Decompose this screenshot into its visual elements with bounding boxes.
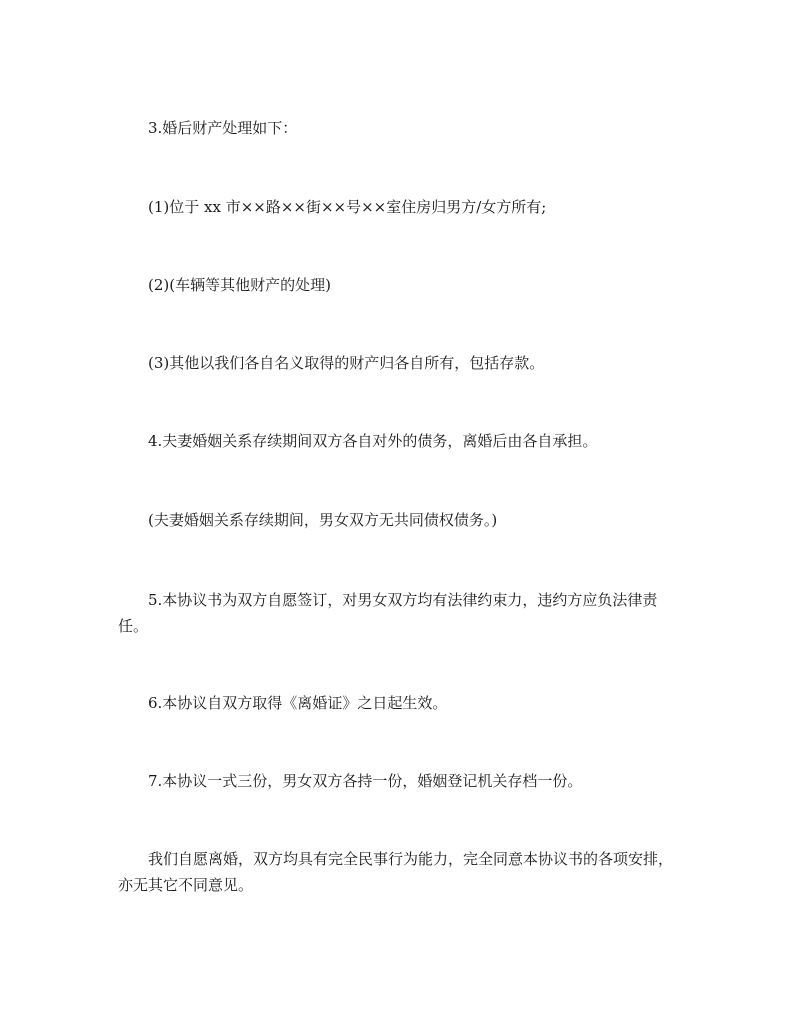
paragraph-property-item-1: (1)位于 xx 市××路××街××号××室住房归男方/女方所有; bbox=[148, 198, 547, 216]
paragraph-binding-force: 5.本协议书为双方自愿签订，对男女双方均有法律约束力，违约方应负法律责任。 bbox=[118, 591, 658, 635]
paragraph-copies: 7.本协议一式三份，男女双方各持一份，婚姻登记机关存档一份。 bbox=[148, 772, 583, 790]
paragraph-effective-date: 6.本协议自双方取得《离婚证》之日起生效。 bbox=[148, 694, 448, 712]
paragraph-debts: 4.夫妻婚姻关系存续期间双方各自对外的债务，离婚后由各自承担。 bbox=[148, 432, 598, 450]
paragraph-declaration: 我们自愿离婚，双方均具有完全民事行为能力，完全同意本协议书的各项安排，亦无其它不同意见。 bbox=[118, 850, 674, 894]
paragraph-property-heading: 3.婚后财产处理如下： bbox=[148, 119, 298, 137]
paragraph-property-item-2: (2)(车辆等其他财产的处理) bbox=[148, 276, 331, 294]
paragraph-debts-note: (夫妻婚姻关系存续期间，男女双方无共同债权债务。) bbox=[148, 511, 498, 529]
paragraph-property-item-3: (3)其他以我们各自名义取得的财产归各自所有，包括存款。 bbox=[148, 354, 545, 372]
